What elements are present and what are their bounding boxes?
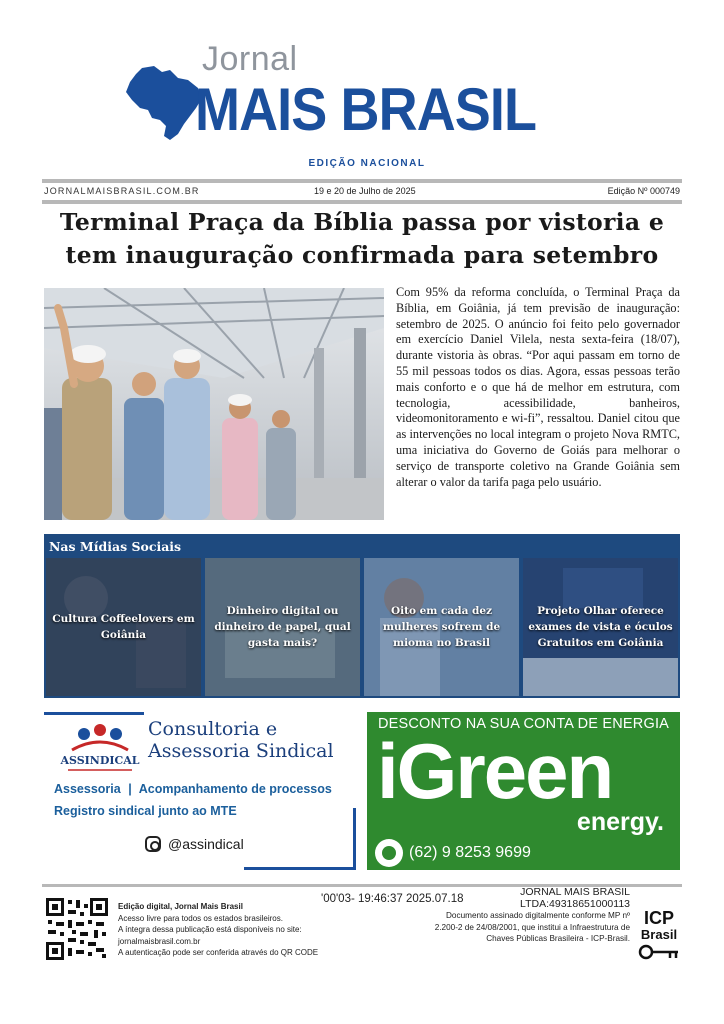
masthead <box>0 0 724 180</box>
certificate-line: Chaves Públicas Brasileira - ICP-Brasil. <box>486 934 630 943</box>
company-name: JORNAL MAIS BRASIL <box>520 886 630 898</box>
instagram-handle[interactable]: @assindical <box>168 836 244 852</box>
social-tile-coffeelovers[interactable] <box>46 558 201 696</box>
terminal-visit-photo <box>44 288 384 520</box>
certificate-line: Documento assinado digitalmente conforme MP nº <box>446 911 630 920</box>
footer-left-title: Edição digital, Jornal Mais Brasil <box>118 902 243 911</box>
masthead-brand: MAIS BRASIL <box>195 76 537 143</box>
signature-timestamp: '00'03- 19:46:37 2025.07.18 <box>321 893 464 905</box>
divider-bottom <box>42 200 682 204</box>
masthead-jornal: Jornal <box>202 40 298 78</box>
issue-date: 19 e 20 de Julho de 2025 <box>314 186 416 196</box>
footer-left-line: A íntegra dessa publicação está disponíveis no site: <box>118 925 302 934</box>
icp-logo-bottom: Brasil <box>640 927 678 942</box>
service-separator: | <box>128 782 132 796</box>
certificate-line: 2.200-2 de 24/08/2001, que institui a Infraestrutura de <box>434 922 630 932</box>
icp-brasil-logo-icon <box>636 906 682 962</box>
ad-rule <box>44 712 144 715</box>
igreen-phone[interactable]: (62) 9 8253 9699 <box>409 844 531 861</box>
info-bar <box>44 186 680 200</box>
social-tile-projeto-olhar[interactable] <box>523 558 678 696</box>
ad-igreen[interactable] <box>367 712 680 870</box>
service-assessoria: Assessoria <box>54 782 121 796</box>
footer-left-line: Acesso livre para todos os estados brasileiros. <box>118 913 283 923</box>
article-photo <box>44 288 384 520</box>
assindical-title-line-1: Consultoria e <box>148 718 278 740</box>
igreen-brand: iGreen <box>377 727 613 815</box>
company-cnpj: LTDA:49318651000113 <box>520 898 630 910</box>
site-url[interactable]: JORNALMAISBRASIL.COM.BR <box>44 186 200 196</box>
edition-label: EDIÇÃO NACIONAL <box>308 158 426 169</box>
headline-line-1: Terminal Praça da Bíblia passa por vistoria e <box>59 208 665 236</box>
social-tile-caption: Dinheiro digital ou dinheiro de papel, qual gasta mais? <box>214 605 351 649</box>
footer-certificate <box>380 886 630 945</box>
brazil-map-icon <box>124 64 204 142</box>
qr-code-icon[interactable] <box>44 896 110 962</box>
main-headline <box>36 206 688 272</box>
social-section-title: Nas Mídias Sociais <box>49 539 182 554</box>
service-registro: Registro sindical junto ao MTE <box>54 804 237 818</box>
icp-logo-top: ICP <box>643 908 675 928</box>
article-body: Com 95% da reforma concluída, o Terminal Praça da Bíblia, em Goiânia, já tem previsão de inauguração: setembro de 2025. O anúncio foi feito pelo governador em exercício Daniel Vilela, nesta sexta-feira (18/07), durante vistoria às obras. “Por aqui passam em torno de 55 mil pessoas todos os dias. Agora, essas pessoas terão mais conforto e o que há de melhor em estrutura, com tecnologia, acessibilidade, banheiros, videomonitoramento e wi-fi”, ressaltou. Daniel citou que as intervenções no local integram o projeto Nova RMTC, uma iniciativa do Governo de Goiás para melhorar o serviço de transporte coletivo na Grande Goiânia sem alterar o valor da tarifa paga pelo usuário. <box>396 285 680 489</box>
igreen-banner: DESCONTO NA SUA CONTA DE ENERGIA <box>377 716 670 732</box>
assindical-logo-text: ASSINDICAL <box>60 754 140 767</box>
headline-line-2: tem inauguração confirmada para setembro <box>65 241 659 269</box>
social-tile-caption: Cultura Coffeelovers em Goiânia <box>52 613 195 641</box>
instagram-icon <box>145 836 161 852</box>
footer-edition-info <box>118 901 318 959</box>
divider-top <box>42 179 682 183</box>
assindical-title-line-2: Assessoria Sindical <box>148 740 334 762</box>
assindical-services <box>54 782 332 796</box>
footer-left-line: A autenticação pode ser conferida através do QR CODE <box>118 948 319 957</box>
social-tile-mioma[interactable] <box>364 558 519 696</box>
assindical-logo-icon <box>54 720 146 778</box>
social-tile-caption: Oito em cada dez mulheres sofrem de mioma no Brasil <box>382 605 501 649</box>
edition-number: Edição Nº 000749 <box>607 186 680 196</box>
social-media-section <box>44 534 680 698</box>
ad-assindical[interactable] <box>44 712 356 870</box>
ad-rule <box>353 808 356 870</box>
social-tile-dinheiro[interactable] <box>205 558 360 696</box>
social-tile-caption: Projeto Olhar oferece exames de vista e óculos Gratuitos em Goiânia <box>528 605 673 649</box>
service-acompanhamento: Acompanhamento de processos <box>138 782 332 796</box>
ad-rule <box>244 867 356 870</box>
whatsapp-icon <box>375 839 403 867</box>
footer-site-link[interactable]: jornalmaisbrasil.com.br <box>118 936 201 946</box>
igreen-energy: energy. <box>576 808 664 836</box>
assindical-title <box>148 718 334 762</box>
